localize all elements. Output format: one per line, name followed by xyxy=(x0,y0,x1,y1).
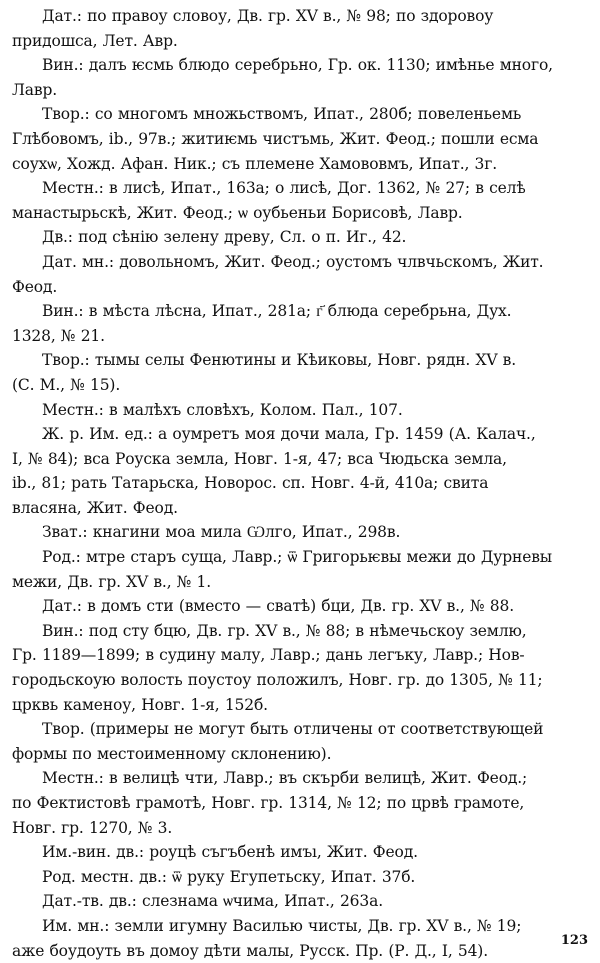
page-number: 123 xyxy=(560,933,588,948)
text-line: межи, Дв. гр. XV в., № 1. xyxy=(12,572,212,591)
text-line: Вин.: в мѣста лѣсна, Ипат., 281а; г҃ блюда серебрьна, Дух. xyxy=(42,302,512,321)
text-line: Местн.: в лисѣ, Ипат., 163а; о лисѣ, Дог. 1362, № 27; в селѣ xyxy=(42,179,526,198)
text-line: Дат.: в домъ сти (вместо — сватѣ) бци, Дв. гр. XV в., № 88. xyxy=(42,597,514,616)
text-line: формы по местоименному склонению). xyxy=(12,744,332,763)
text-line: Дат.: по правоу словоу, Дв. гр. XV в., № 98; по здоровоу xyxy=(42,7,494,25)
text-line: по Фектистовѣ грамотѣ, Новг. гр. 1314, № 12; по црвѣ грамоте, xyxy=(12,794,525,812)
text-line: Местн.: в малѣхъ словѣхъ, Колом. Пал., 107. xyxy=(42,400,403,419)
text-line: Твор. (примеры не могут быть отличены от соответствующей xyxy=(42,720,544,739)
text-line: Им. мн.: земли игумну Василью чисты, Дв. гр. XV в., № 19; xyxy=(42,916,522,935)
text-line: Твор.: со многомъ множьствомъ, Ипат., 280б; повеленьемь xyxy=(42,105,522,124)
text-line: Дат. мн.: довольномъ, Жит. Феод.; оустомъ члвчьскомъ, Жит. xyxy=(42,252,544,271)
text-line: Феод. xyxy=(12,277,58,296)
text-line: аже боудоуть въ домоу дѣти малы, Русск. Пр. (Р. Д., I, 54). xyxy=(12,941,488,960)
text-line: I, № 84); вса Роуска земла, Новг. 1-я, 47; вса Чюдьска земла, xyxy=(12,449,507,468)
text-line: придошса, Лет. Авр. xyxy=(12,31,178,50)
text-line: Новг. гр. 1270, № 3. xyxy=(12,818,173,837)
text-line: Им.-вин. дв.: роуцѣ съгъбенѣ имъı, Жит. Феод. xyxy=(42,843,418,862)
text-line: Гр. 1189—1899; в судину малу, Лавр.; дань легъку, Лавр.; Нов- xyxy=(12,646,525,665)
text-line: Род.: мтре старъ суща, Лавр.; ѿ Григорьѥвы межи до Дурневы xyxy=(42,548,552,567)
text-line: Зват.: кнагини моа мила Ѡлго, Ипат., 298в. xyxy=(42,523,401,542)
text-line: 1328, № 21. xyxy=(12,326,105,345)
text-line: Ж. р. Им. ед.: а оумретъ моя дочи мала, Гр. 1459 (А. Калач., xyxy=(42,425,536,444)
text-line: Местн.: в велицѣ чти, Лавр.; въ скърби велицѣ, Жит. Феод.; xyxy=(42,769,528,788)
text-line: власяна, Жит. Феод. xyxy=(12,498,178,517)
text-body xyxy=(12,4,586,963)
text-line: Глѣбовомъ, ib., 97в.; житиѥмь чистъмь, Жит. Феод.; пошли есма xyxy=(12,129,539,148)
text-line: Дв.: под сѣнію зелену древу, Сл. о п. Иг., 42. xyxy=(42,228,407,247)
text-line: Твор.: тымы селы Фенютины и Кѣиковы, Новг. рядн. XV в. xyxy=(42,351,517,370)
text-line: црквь каменоу, Новг. 1-я, 152б. xyxy=(12,695,268,714)
text-line: манастырьскѣ, Жит. Феод.; ѡ оубьеньи Борисовѣ, Лавр. xyxy=(12,203,463,222)
text-line: Лавр. xyxy=(12,80,58,99)
text-line: городьскоую волость поустоу положилъ, Новг. гр. до 1305, № 11; xyxy=(12,671,543,690)
text-line: Дат.-тв. дв.: слезнама ѡчима, Ипат., 263а. xyxy=(42,892,383,911)
text-line: Род. местн. дв.: ѿ руку Егупетьску, Ипат. 37б. xyxy=(42,867,416,886)
text-line: ib., 81; рать Татарьска, Новорос. сп. Новг. 4-й, 410а; свита xyxy=(12,474,489,493)
text-line: (С. М., № 15). xyxy=(12,375,121,394)
text-line: Вин.: далъ ѥсмь блюдо серебрьно, Гр. ок. 1130; имѣнье много, xyxy=(42,56,553,75)
text-line: Вин.: под сту бцю, Дв. гр. XV в., № 88; в нѣмечьскоу землю, xyxy=(42,621,527,640)
text-line: соухѡ, Хожд. Афан. Ник.; съ племене Хамововмъ, Ипат., 3г. xyxy=(12,154,497,173)
